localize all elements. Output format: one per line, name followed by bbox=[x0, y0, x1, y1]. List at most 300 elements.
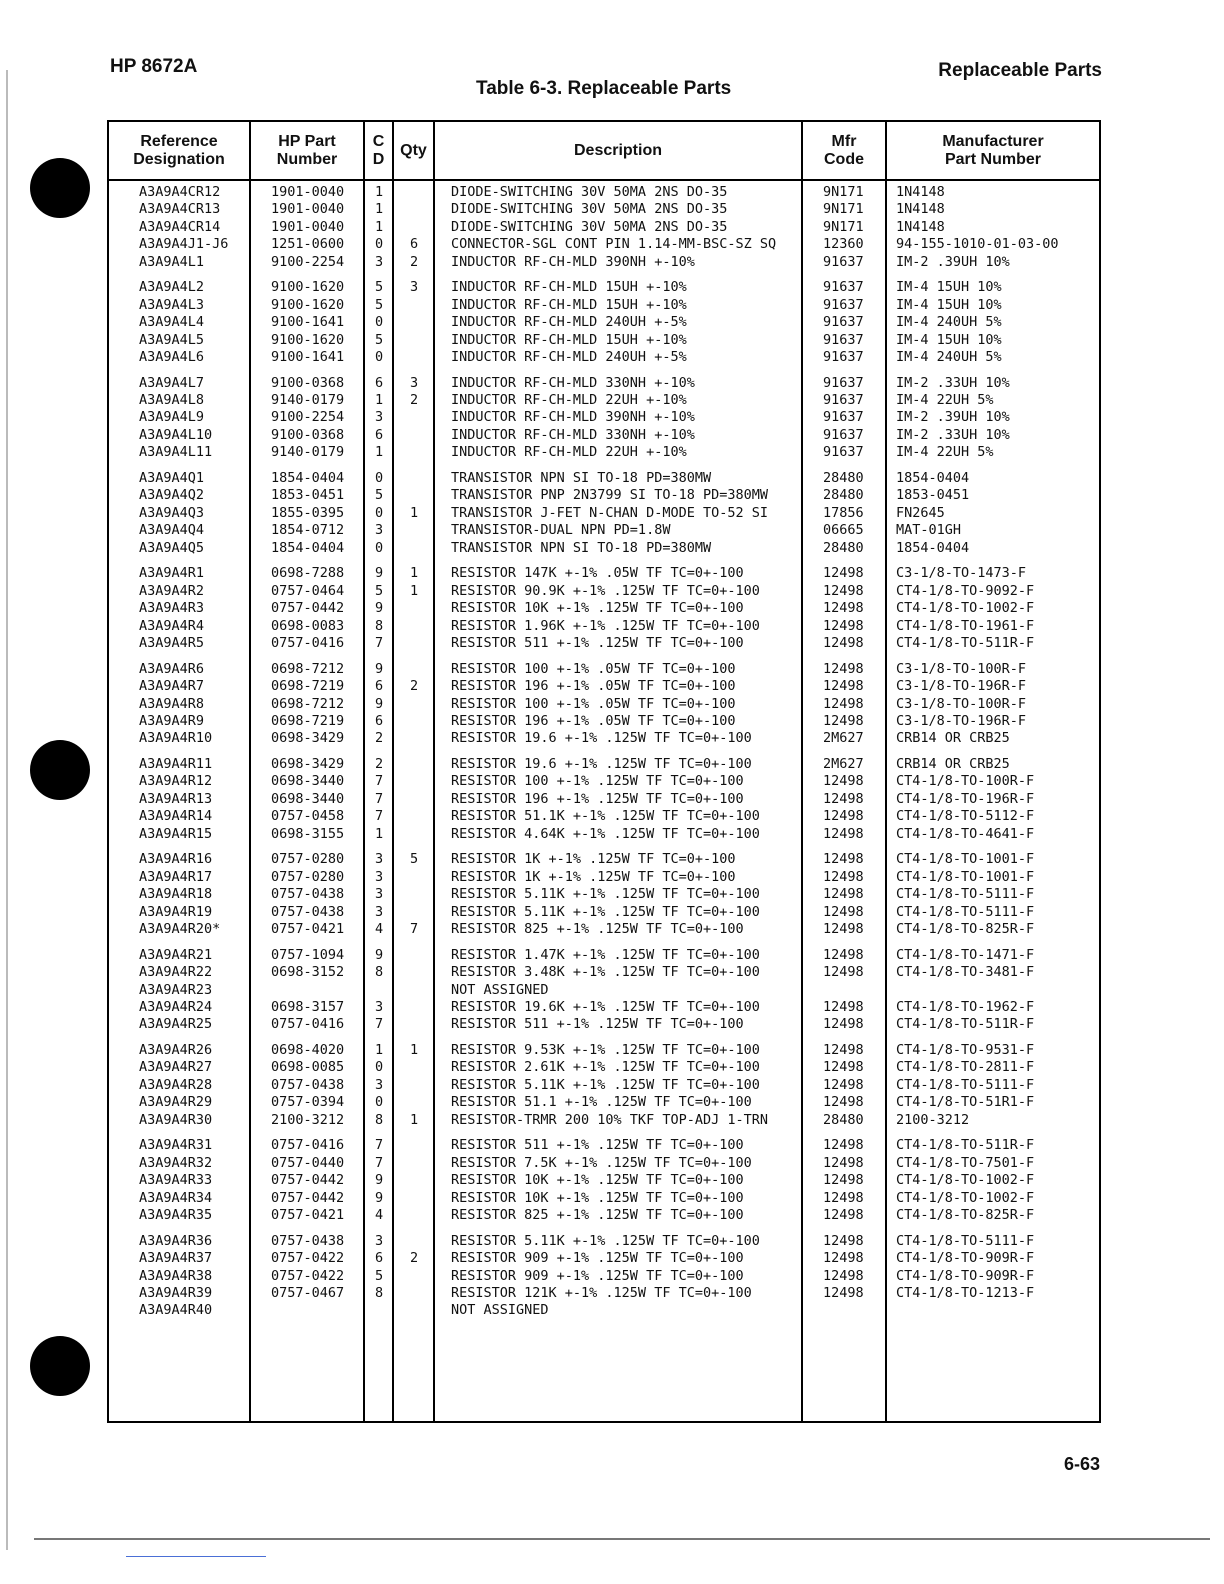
page-number: 6-63 bbox=[1063, 1454, 1100, 1474]
mfr-part-number: CT4-1/8-TO-9092-F bbox=[896, 582, 1035, 599]
reference-designation: A3A9A4R27 bbox=[139, 1059, 213, 1076]
description: INDUCTOR RF-CH-MLD 15UH +-10% bbox=[451, 331, 687, 348]
reference-designation: A3A9A4R22 bbox=[139, 964, 213, 981]
mfr-part-number: 1N4148 bbox=[896, 184, 945, 200]
mfr-part-number: CT4-1/8-TO-2811-F bbox=[896, 1059, 1035, 1076]
reference-designation: A3A9A4R29 bbox=[139, 1094, 213, 1111]
check-digit: 0 bbox=[375, 504, 384, 521]
reference-designation: A3A9A4R6 bbox=[139, 660, 205, 677]
hp-part-number: 0757-0280 bbox=[271, 868, 345, 885]
table-row bbox=[109, 886, 1099, 903]
mfr-code: 12498 bbox=[823, 678, 864, 695]
quantity: 3 bbox=[410, 279, 419, 296]
description: RESISTOR 51.1 +-1% .125W TF TC=0+-100 bbox=[451, 1094, 752, 1111]
check-digit: 3 bbox=[375, 868, 384, 885]
mfr-code: 12498 bbox=[823, 1189, 864, 1206]
hp-part-number: 0698-3440 bbox=[271, 773, 345, 790]
check-digit: 1 bbox=[375, 218, 384, 235]
reference-designation: A3A9A4R15 bbox=[139, 825, 213, 842]
check-digit: 5 bbox=[375, 487, 384, 504]
quantity: 2 bbox=[410, 678, 419, 695]
description: RESISTOR 5.11K +-1% .125W TF TC=0+-100 bbox=[451, 1232, 760, 1249]
check-digit: 7 bbox=[375, 773, 384, 790]
mfr-part-number: 1854-0404 bbox=[896, 470, 970, 487]
hp-part-number: 1901-0040 bbox=[271, 201, 345, 218]
table-row bbox=[109, 297, 1099, 314]
hp-part-number: 1854-0404 bbox=[271, 470, 345, 487]
check-digit: 8 bbox=[375, 1111, 384, 1128]
description: RESISTOR 10K +-1% .125W TF TC=0+-100 bbox=[451, 600, 744, 617]
mfr-part-number: CT4-1/8-TO-1002-F bbox=[896, 1172, 1035, 1189]
table-title: Table 6-3. Replaceable Parts bbox=[476, 78, 732, 99]
mfr-code: 91637 bbox=[823, 426, 864, 443]
check-digit: 3 bbox=[375, 1076, 384, 1093]
description: DIODE-SWITCHING 30V 50MA 2NS DO-35 bbox=[451, 184, 728, 200]
table-row bbox=[109, 964, 1099, 981]
mfr-code: 91637 bbox=[823, 296, 864, 313]
row-group bbox=[109, 756, 1099, 843]
table-row bbox=[109, 427, 1099, 444]
reference-designation: A3A9A4R12 bbox=[139, 773, 213, 790]
reference-designation: A3A9A4L2 bbox=[139, 279, 205, 296]
quantity: 1 bbox=[410, 565, 419, 582]
table-row bbox=[109, 1285, 1099, 1302]
mfr-part-number: IM-4 15UH 10% bbox=[896, 331, 1002, 348]
table-row bbox=[109, 219, 1099, 236]
hp-part-number: 0698-3152 bbox=[271, 964, 345, 981]
description: CONNECTOR-SGL CONT PIN 1.14-MM-BSC-SZ SQ bbox=[451, 236, 777, 253]
description: INDUCTOR RF-CH-MLD 240UH +-5% bbox=[451, 314, 687, 331]
reference-designation: A3A9A4R11 bbox=[139, 756, 213, 773]
mfr-code: 91637 bbox=[823, 348, 864, 365]
mfr-part-number: CT4-1/8-TO-825R-F bbox=[896, 1207, 1035, 1223]
description: RESISTOR 196 +-1% .05W TF TC=0+-100 bbox=[451, 678, 736, 695]
reference-designation: A3A9A4R14 bbox=[139, 808, 213, 825]
hp-part-number: 9100-2254 bbox=[271, 409, 345, 426]
mfr-code: 12360 bbox=[823, 236, 864, 253]
check-digit: 5 bbox=[375, 1267, 384, 1284]
mfr-code: 12498 bbox=[823, 825, 864, 842]
row-group bbox=[109, 1137, 1099, 1224]
quantity: 2 bbox=[410, 1250, 419, 1267]
mfr-code: 12498 bbox=[823, 903, 864, 920]
scan-edge-line bbox=[6, 70, 8, 1550]
description: RESISTOR 19.6 +-1% .125W TF TC=0+-100 bbox=[451, 756, 752, 773]
table-row bbox=[109, 921, 1099, 938]
binder-hole bbox=[30, 1336, 90, 1396]
reference-designation: A3A9A4L11 bbox=[139, 444, 213, 461]
mfr-code: 91637 bbox=[823, 279, 864, 296]
mfr-code: 06665 bbox=[823, 522, 864, 539]
mfr-part-number: CT4-1/8-TO-1002-F bbox=[896, 1189, 1035, 1206]
hp-part-number: 0757-0442 bbox=[271, 1189, 345, 1206]
hp-part-number: 1901-0040 bbox=[271, 218, 345, 235]
hp-part-number: 0757-1094 bbox=[271, 946, 345, 963]
mfr-code: 12498 bbox=[823, 565, 864, 582]
check-digit: 5 bbox=[375, 582, 384, 599]
mfr-code: 12498 bbox=[823, 617, 864, 634]
check-digit: 3 bbox=[375, 903, 384, 920]
hp-part-number: 0757-0416 bbox=[271, 634, 345, 651]
reference-designation: A3A9A4R26 bbox=[139, 1042, 213, 1059]
table-row bbox=[109, 982, 1099, 999]
description: RESISTOR 3.48K +-1% .125W TF TC=0+-100 bbox=[451, 964, 760, 981]
hp-part-number: 1901-0040 bbox=[271, 184, 345, 200]
mfr-part-number: CRB14 OR CRB25 bbox=[896, 730, 1010, 747]
check-digit: 5 bbox=[375, 296, 384, 313]
mfr-code: 2M627 bbox=[823, 756, 864, 773]
mfr-code: 17856 bbox=[823, 504, 864, 521]
manual-model: HP 8672A bbox=[110, 56, 198, 77]
check-digit: 3 bbox=[375, 998, 384, 1015]
reference-designation: A3A9A4R28 bbox=[139, 1076, 213, 1093]
description: RESISTOR 1.96K +-1% .125W TF TC=0+-100 bbox=[451, 617, 760, 634]
check-digit: 9 bbox=[375, 565, 384, 582]
check-digit: 3 bbox=[375, 253, 384, 270]
mfr-part-number: CT4-1/8-TO-9531-F bbox=[896, 1042, 1035, 1059]
reference-designation: A3A9A4R17 bbox=[139, 868, 213, 885]
check-digit: 0 bbox=[375, 539, 384, 556]
check-digit: 6 bbox=[375, 678, 384, 695]
quantity: 2 bbox=[410, 253, 419, 270]
mfr-part-number: IM-4 22UH 5% bbox=[896, 444, 994, 461]
description: RESISTOR-TRMR 200 10% TKF TOP-ADJ 1-TRN bbox=[451, 1111, 768, 1128]
mfr-part-number: 1854-0404 bbox=[896, 539, 970, 556]
hp-part-number: 0757-0394 bbox=[271, 1094, 345, 1111]
parts-rows bbox=[109, 184, 1099, 1328]
mfr-code: 12498 bbox=[823, 1059, 864, 1076]
row-group bbox=[109, 184, 1099, 271]
mfr-part-number: CT4-1/8-TO-100R-F bbox=[896, 773, 1035, 790]
section-title: Replaceable Parts bbox=[938, 60, 1102, 81]
description: TRANSISTOR J-FET N-CHAN D-MODE TO-52 SI bbox=[451, 504, 768, 521]
table-row bbox=[109, 678, 1099, 695]
description: RESISTOR 511 +-1% .125W TF TC=0+-100 bbox=[451, 634, 744, 651]
mfr-code: 12498 bbox=[823, 851, 864, 868]
check-digit: 8 bbox=[375, 617, 384, 634]
table-row bbox=[109, 713, 1099, 730]
check-digit: 6 bbox=[375, 1250, 384, 1267]
check-digit: 9 bbox=[375, 660, 384, 677]
quantity: 6 bbox=[410, 236, 419, 253]
mfr-code: 9N171 bbox=[823, 184, 864, 200]
table-row bbox=[109, 947, 1099, 964]
hp-part-number: 0698-7219 bbox=[271, 712, 345, 729]
hp-part-number: 9100-1641 bbox=[271, 348, 345, 365]
hp-part-number: 0757-0438 bbox=[271, 1232, 345, 1249]
description: RESISTOR 4.64K +-1% .125W TF TC=0+-100 bbox=[451, 825, 760, 842]
description: RESISTOR 5.11K +-1% .125W TF TC=0+-100 bbox=[451, 886, 760, 903]
mfr-code: 91637 bbox=[823, 253, 864, 270]
description: RESISTOR 10K +-1% .125W TF TC=0+-100 bbox=[451, 1189, 744, 1206]
reference-designation: A3A9A4L8 bbox=[139, 392, 205, 409]
check-digit: 0 bbox=[375, 236, 384, 253]
reference-designation: A3A9A4R34 bbox=[139, 1189, 213, 1206]
table-row bbox=[109, 1190, 1099, 1207]
description: RESISTOR 121K +-1% .125W TF TC=0+-100 bbox=[451, 1284, 752, 1301]
quantity: 1 bbox=[410, 1111, 419, 1128]
table-row bbox=[109, 254, 1099, 271]
col-header-cd: C D bbox=[372, 132, 385, 168]
check-digit: 4 bbox=[375, 920, 384, 937]
description: DIODE-SWITCHING 30V 50MA 2NS DO-35 bbox=[451, 201, 728, 218]
mfr-part-number: FN2645 bbox=[896, 504, 945, 521]
hp-part-number: 0757-0458 bbox=[271, 808, 345, 825]
quantity: 1 bbox=[410, 504, 419, 521]
mfr-code: 12498 bbox=[823, 998, 864, 1015]
table-row bbox=[109, 444, 1099, 461]
mfr-part-number: C3-1/8-TO-196R-F bbox=[896, 678, 1027, 695]
mfr-part-number: CT4-1/8-TO-1001-F bbox=[896, 868, 1035, 885]
description: TRANSISTOR-DUAL NPN PD=1.8W bbox=[451, 522, 671, 539]
check-digit: 9 bbox=[375, 946, 384, 963]
mfr-code: 12498 bbox=[823, 634, 864, 651]
table-row bbox=[109, 583, 1099, 600]
mfr-code: 91637 bbox=[823, 314, 864, 331]
table-row bbox=[109, 1059, 1099, 1076]
description: RESISTOR 511 +-1% .125W TF TC=0+-100 bbox=[451, 1137, 744, 1154]
check-digit: 3 bbox=[375, 851, 384, 868]
table-row bbox=[109, 1137, 1099, 1154]
mfr-part-number: 1853-0451 bbox=[896, 487, 970, 504]
mfr-code: 12498 bbox=[823, 773, 864, 790]
reference-designation: A3A9A4Q1 bbox=[139, 470, 205, 487]
quantity: 7 bbox=[410, 920, 419, 937]
row-group bbox=[109, 565, 1099, 652]
table-row bbox=[109, 201, 1099, 218]
mfr-code: 12498 bbox=[823, 1016, 864, 1033]
hp-part-number: 0757-0438 bbox=[271, 903, 345, 920]
table-row bbox=[109, 999, 1099, 1016]
scan-artifact-line bbox=[126, 1556, 266, 1557]
reference-designation: A3A9A4R23 bbox=[139, 981, 213, 998]
bottom-rule bbox=[34, 1538, 1210, 1540]
check-digit: 6 bbox=[375, 374, 384, 391]
description: INDUCTOR RF-CH-MLD 15UH +-10% bbox=[451, 296, 687, 313]
hp-part-number: 0698-4020 bbox=[271, 1042, 345, 1059]
check-digit: 0 bbox=[375, 1094, 384, 1111]
mfr-code: 12498 bbox=[823, 1137, 864, 1154]
description: RESISTOR 196 +-1% .125W TF TC=0+-100 bbox=[451, 790, 744, 807]
mfr-part-number: CT4-1/8-TO-5112-F bbox=[896, 808, 1035, 825]
col-header-mfr-part: Manufacturer Part Number bbox=[942, 132, 1044, 168]
description: RESISTOR 51.1K +-1% .125W TF TC=0+-100 bbox=[451, 808, 760, 825]
description: TRANSISTOR NPN SI TO-18 PD=380MW bbox=[451, 470, 712, 487]
mfr-part-number: CT4-1/8-TO-5111-F bbox=[896, 886, 1035, 903]
table-row bbox=[109, 540, 1099, 557]
hp-part-number: 0698-0085 bbox=[271, 1059, 345, 1076]
mfr-code: 12498 bbox=[823, 964, 864, 981]
reference-designation: A3A9A4R18 bbox=[139, 886, 213, 903]
reference-designation: A3A9A4L9 bbox=[139, 409, 205, 426]
quantity: 1 bbox=[410, 582, 419, 599]
reference-designation: A3A9A4L1 bbox=[139, 253, 205, 270]
mfr-part-number: 1N4148 bbox=[896, 218, 945, 235]
mfr-part-number: MAT-01GH bbox=[896, 522, 962, 539]
mfr-code: 2M627 bbox=[823, 730, 864, 747]
table-row bbox=[109, 392, 1099, 409]
reference-designation: A3A9A4R37 bbox=[139, 1250, 213, 1267]
table-row bbox=[109, 470, 1099, 487]
check-digit: 0 bbox=[375, 470, 384, 487]
reference-designation: A3A9A4R2 bbox=[139, 582, 205, 599]
reference-designation: A3A9A4R8 bbox=[139, 695, 205, 712]
hp-part-number: 9140-0179 bbox=[271, 392, 345, 409]
hp-part-number: 9140-0179 bbox=[271, 444, 345, 461]
hp-part-number: 0757-0442 bbox=[271, 1172, 345, 1189]
mfr-code: 12498 bbox=[823, 1042, 864, 1059]
table-row bbox=[109, 730, 1099, 747]
reference-designation: A3A9A4L5 bbox=[139, 331, 205, 348]
description: RESISTOR 10K +-1% .125W TF TC=0+-100 bbox=[451, 1172, 744, 1189]
description: RESISTOR 1K +-1% .125W TF TC=0+-100 bbox=[451, 851, 736, 868]
hp-part-number: 1251-0600 bbox=[271, 236, 345, 253]
table-row bbox=[109, 1268, 1099, 1285]
mfr-code: 9N171 bbox=[823, 218, 864, 235]
check-digit: 3 bbox=[375, 522, 384, 539]
hp-part-number: 0698-3155 bbox=[271, 825, 345, 842]
description: TRANSISTOR PNP 2N3799 SI TO-18 PD=380MW bbox=[451, 487, 768, 504]
mfr-code: 12498 bbox=[823, 868, 864, 885]
mfr-code: 12498 bbox=[823, 660, 864, 677]
hp-part-number: 9100-1620 bbox=[271, 279, 345, 296]
description: RESISTOR 196 +-1% .05W TF TC=0+-100 bbox=[451, 712, 736, 729]
description: RESISTOR 1K +-1% .125W TF TC=0+-100 bbox=[451, 868, 736, 885]
reference-designation: A3A9A4Q2 bbox=[139, 487, 205, 504]
col-header-hp-part: HP Part Number bbox=[276, 132, 338, 168]
col-header-reference: Reference Designation bbox=[133, 132, 225, 168]
mfr-part-number: CT4-1/8-TO-1961-F bbox=[896, 617, 1035, 634]
reference-designation: A3A9A4R7 bbox=[139, 678, 205, 695]
mfr-part-number: IM-2 .39UH 10% bbox=[896, 409, 1010, 426]
table-row bbox=[109, 505, 1099, 522]
col-header-mfr-code: Mfr Code bbox=[824, 132, 864, 168]
mfr-part-number: IM-4 15UH 10% bbox=[896, 279, 1002, 296]
mfr-code: 12498 bbox=[823, 600, 864, 617]
table-row bbox=[109, 1077, 1099, 1094]
mfr-code: 12498 bbox=[823, 808, 864, 825]
description: INDUCTOR RF-CH-MLD 240UH +-5% bbox=[451, 348, 687, 365]
mfr-part-number: C3-1/8-TO-1473-F bbox=[896, 565, 1027, 582]
reference-designation: A3A9A4CR14 bbox=[139, 218, 221, 235]
mfr-code: 12498 bbox=[823, 1207, 864, 1223]
check-digit: 2 bbox=[375, 730, 384, 747]
row-group bbox=[109, 1042, 1099, 1129]
reference-designation: A3A9A4R4 bbox=[139, 617, 205, 634]
description: NOT ASSIGNED bbox=[451, 981, 549, 998]
description: RESISTOR 5.11K +-1% .125W TF TC=0+-100 bbox=[451, 903, 760, 920]
description: RESISTOR 19.6K +-1% .125W TF TC=0+-100 bbox=[451, 998, 760, 1015]
check-digit: 9 bbox=[375, 1189, 384, 1206]
hp-part-number: 0757-0421 bbox=[271, 1207, 345, 1223]
description: INDUCTOR RF-CH-MLD 22UH +-10% bbox=[451, 444, 687, 461]
mfr-code: 12498 bbox=[823, 1232, 864, 1249]
hp-part-number: 0698-3429 bbox=[271, 756, 345, 773]
table-row bbox=[109, 409, 1099, 426]
reference-designation: A3A9A4R33 bbox=[139, 1172, 213, 1189]
hp-part-number: 1855-0395 bbox=[271, 504, 345, 521]
mfr-code: 12498 bbox=[823, 1284, 864, 1301]
mfr-part-number: CT4-1/8-TO-511R-F bbox=[896, 1016, 1035, 1033]
reference-designation: A3A9A4L10 bbox=[139, 426, 213, 443]
hp-part-number: 9100-1620 bbox=[271, 331, 345, 348]
mfr-code: 91637 bbox=[823, 331, 864, 348]
hp-part-number: 2100-3212 bbox=[271, 1111, 345, 1128]
table-row bbox=[109, 661, 1099, 678]
description: DIODE-SWITCHING 30V 50MA 2NS DO-35 bbox=[451, 218, 728, 235]
table-row bbox=[109, 1172, 1099, 1189]
row-group bbox=[109, 1233, 1099, 1320]
reference-designation: A3A9A4R39 bbox=[139, 1284, 213, 1301]
description: RESISTOR 100 +-1% .05W TF TC=0+-100 bbox=[451, 660, 736, 677]
reference-designation: A3A9A4R20* bbox=[139, 920, 221, 937]
check-digit: 1 bbox=[375, 825, 384, 842]
hp-part-number: 0698-7212 bbox=[271, 660, 345, 677]
reference-designation: A3A9A4R24 bbox=[139, 998, 213, 1015]
reference-designation: A3A9A4R25 bbox=[139, 1016, 213, 1033]
hp-part-number: 0757-0440 bbox=[271, 1154, 345, 1171]
hp-part-number: 1853-0451 bbox=[271, 487, 345, 504]
reference-designation: A3A9A4R19 bbox=[139, 903, 213, 920]
mfr-part-number: IM-4 240UH 5% bbox=[896, 314, 1002, 331]
table-row bbox=[109, 618, 1099, 635]
check-digit: 0 bbox=[375, 314, 384, 331]
mfr-part-number: IM-2 .39UH 10% bbox=[896, 253, 1010, 270]
mfr-part-number: IM-4 15UH 10% bbox=[896, 296, 1002, 313]
hp-part-number: 9100-0368 bbox=[271, 426, 345, 443]
reference-designation: A3A9A4R38 bbox=[139, 1267, 213, 1284]
hp-part-number: 0698-7219 bbox=[271, 678, 345, 695]
mfr-part-number: IM-2 .33UH 10% bbox=[896, 374, 1010, 391]
mfr-part-number: CT4-1/8-TO-51R1-F bbox=[896, 1094, 1035, 1111]
check-digit: 5 bbox=[375, 331, 384, 348]
mfr-code: 28480 bbox=[823, 470, 864, 487]
mfr-code: 91637 bbox=[823, 444, 864, 461]
quantity: 5 bbox=[410, 851, 419, 868]
mfr-code: 91637 bbox=[823, 374, 864, 391]
table-row bbox=[109, 1016, 1099, 1033]
check-digit: 7 bbox=[375, 634, 384, 651]
table-row bbox=[109, 1042, 1099, 1059]
table-row bbox=[109, 773, 1099, 790]
mfr-part-number: CT4-1/8-TO-4641-F bbox=[896, 825, 1035, 842]
mfr-part-number: CRB14 OR CRB25 bbox=[896, 756, 1010, 773]
mfr-code: 12498 bbox=[823, 695, 864, 712]
description: RESISTOR 2.61K +-1% .125W TF TC=0+-100 bbox=[451, 1059, 760, 1076]
row-group bbox=[109, 661, 1099, 748]
mfr-part-number: CT4-1/8-TO-825R-F bbox=[896, 920, 1035, 937]
col-header-description: Description bbox=[573, 141, 662, 159]
hp-part-number: 0698-7288 bbox=[271, 565, 345, 582]
check-digit: 0 bbox=[375, 1059, 384, 1076]
check-digit: 0 bbox=[375, 348, 384, 365]
description: RESISTOR 825 +-1% .125W TF TC=0+-100 bbox=[451, 1207, 744, 1223]
reference-designation: A3A9A4R3 bbox=[139, 600, 205, 617]
check-digit: 8 bbox=[375, 1284, 384, 1301]
table-row bbox=[109, 1207, 1099, 1224]
mfr-part-number: IM-4 240UH 5% bbox=[896, 348, 1002, 365]
table-row bbox=[109, 851, 1099, 868]
reference-designation: A3A9A4R32 bbox=[139, 1154, 213, 1171]
table-row bbox=[109, 826, 1099, 843]
hp-part-number: 1854-0712 bbox=[271, 522, 345, 539]
table-row bbox=[109, 904, 1099, 921]
mfr-code: 12498 bbox=[823, 712, 864, 729]
description: RESISTOR 100 +-1% .05W TF TC=0+-100 bbox=[451, 695, 736, 712]
description: INDUCTOR RF-CH-MLD 330NH +-10% bbox=[451, 374, 695, 391]
description: RESISTOR 147K +-1% .05W TF TC=0+-100 bbox=[451, 565, 744, 582]
description: RESISTOR 100 +-1% .125W TF TC=0+-100 bbox=[451, 773, 744, 790]
